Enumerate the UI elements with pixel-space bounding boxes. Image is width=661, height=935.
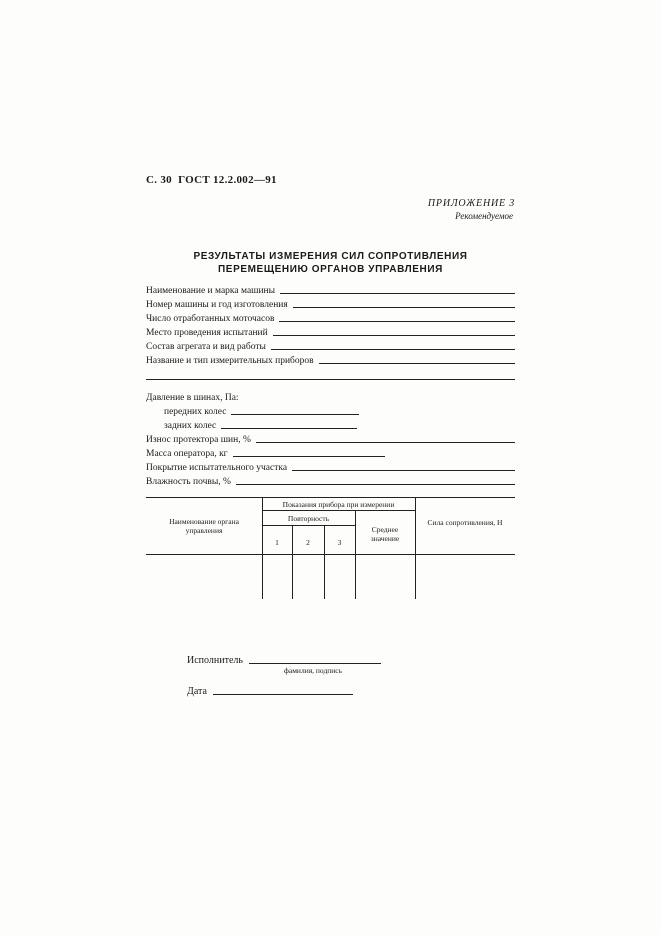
col-header-mean: Среднее значение [370,525,400,543]
executor-label: Исполнитель [187,655,243,666]
field-label: задних колес [164,421,217,431]
fill-line[interactable] [293,307,515,308]
col-divider [415,497,416,599]
repeat-underline [262,525,355,526]
standard-code: ГОСТ 12.2.002—91 [178,174,277,186]
fill-line[interactable] [319,363,515,364]
field-instruments [146,353,515,366]
field-tread-wear [146,432,515,445]
fill-line[interactable] [273,335,515,336]
field-motor-hours [146,311,515,324]
date-label: Дата [187,686,207,697]
field-machine-name [146,283,515,296]
field-label: Покрытие испытательного участка [146,463,288,473]
col-header-force: Сила сопротивления, Н [427,518,503,527]
col-header-repeat-1: 1 [275,538,279,547]
page-number: С. 30 [146,174,172,186]
field-test-surface [146,460,515,473]
fill-line[interactable] [236,484,515,485]
signature-date [187,686,353,697]
field-rear-wheels [164,418,357,431]
col-header-repeat-3: 3 [337,538,342,547]
fill-line[interactable] [280,293,515,294]
field-soil-moisture [146,474,515,487]
fill-line[interactable] [233,456,385,457]
fill-line[interactable] [231,414,359,415]
col-header-repeat: Повторность [287,514,330,523]
field-test-place [146,325,515,338]
field-label: Влажность почвы, % [146,477,231,487]
fill-line[interactable] [221,428,357,429]
col-divider [324,525,325,599]
field-label: Наименование и марка машины [146,286,276,296]
field-label: Состав агрегата и вид работы [146,342,266,352]
document-header [146,174,277,186]
field-label: Место проведения испытаний [146,328,268,338]
field-label: Число отработанных моточасов [146,314,275,324]
date-fill-line[interactable] [213,694,353,695]
col-divider [262,497,263,599]
field-label: Название и тип измерительных приборов [146,356,314,366]
signature-executor [187,655,381,666]
fill-line[interactable] [279,321,515,322]
field-operator-mass [146,446,385,459]
col-header-control: Наименование органа управления [169,517,239,535]
fill-line[interactable] [292,470,515,471]
executor-fill-line[interactable] [249,663,381,664]
field-front-wheels [164,404,359,417]
title-line-1: РЕЗУЛЬТАТЫ ИЗМЕРЕНИЯ СИЛ СОПРОТИВЛЕНИЯ [193,251,468,262]
header-bottom-border [146,554,515,555]
executor-hint: фамилия, подпись [284,666,343,675]
col-divider [292,525,293,599]
fill-line-extra[interactable] [146,379,515,380]
readings-underline [262,510,415,511]
col-header-repeat-2: 2 [306,538,310,547]
field-label: Масса оператора, кг [146,449,228,459]
field-tire-pressure [146,390,515,403]
field-machine-number [146,297,515,310]
fill-line[interactable] [271,349,515,350]
field-label: Номер машины и год изготовления [146,300,288,310]
appendix-label: ПРИЛОЖЕНИЕ 3 [427,198,515,209]
appendix-status: Рекомендуемое [455,211,513,221]
col-divider [355,510,356,599]
field-label: Давление в шинах, Па: [146,393,239,403]
title-line-2: ПЕРЕМЕЩЕНИЮ ОРГАНОВ УПРАВЛЕНИЯ [218,264,443,275]
table-top-border [146,497,515,498]
field-unit-composition [146,339,515,352]
field-label: передних колес [164,407,227,417]
fill-line[interactable] [256,442,515,443]
col-header-readings: Показания прибора при измерении [282,500,395,509]
field-label: Износ протектора шин, % [146,435,251,445]
